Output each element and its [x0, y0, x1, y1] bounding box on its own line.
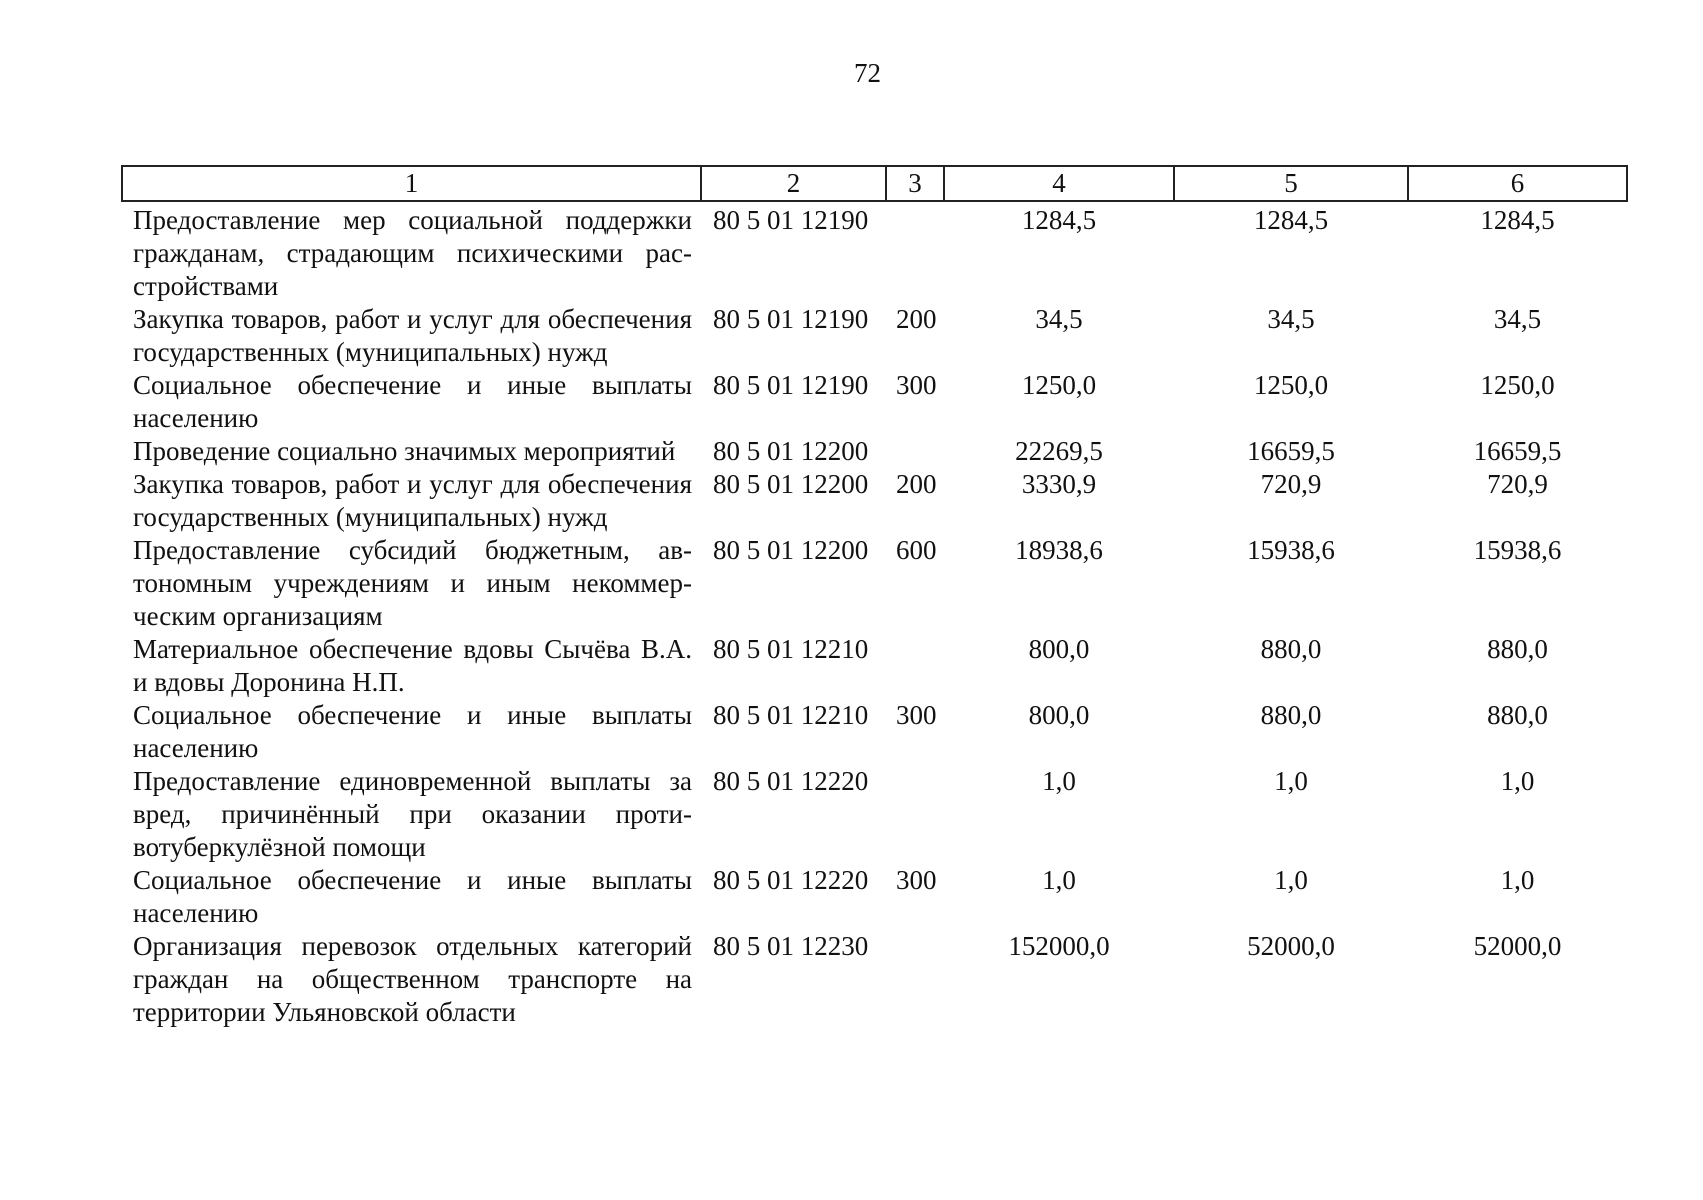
- row-name: Материальное обеспечение вдовы Сычёва В.А. и вдовы Доронина Н.П.: [133, 634, 692, 697]
- row-name: Социальное обеспечение и иные выплаты населению: [133, 865, 692, 928]
- row-value-col4: 34,5: [1035, 304, 1083, 334]
- row-expense-type: [886, 930, 944, 1029]
- table-row: [122, 699, 1627, 765]
- table-row: [122, 864, 1627, 930]
- row-name: Предоставление мер социальной поддержки гражданам, страдающим психическими расстройствами: [133, 205, 692, 301]
- row-value-col5: 1,0: [1274, 766, 1308, 796]
- table-row: [122, 534, 1627, 633]
- table-row: [122, 930, 1627, 1029]
- row-name: Организация перевозок отдельных категорий граждан на общественном транспорте на территории Ульяновской области: [133, 931, 692, 1027]
- header-col-6: 6: [1408, 166, 1627, 201]
- row-value-col6: 880,0: [1487, 634, 1548, 664]
- row-value-col6: 720,9: [1487, 469, 1548, 499]
- row-value-col5: 1284,5: [1253, 205, 1329, 235]
- row-expense-type: 300: [896, 865, 937, 895]
- row-expense-type: [886, 765, 944, 864]
- row-value-col4: 3330,9: [1021, 469, 1097, 499]
- page-number: 72: [854, 58, 881, 88]
- row-code: 80 5 01 12190: [713, 370, 869, 400]
- row-name: Закупка товаров, работ и услуг для обеспечения государственных (муниципальных) нужд: [133, 304, 692, 367]
- row-value-col6: 1,0: [1500, 865, 1535, 895]
- row-value-col5: 16659,5: [1247, 436, 1335, 466]
- row-value-col6: 1,0: [1500, 766, 1535, 796]
- row-name: Социальное обеспечение и иные выплаты населению: [133, 700, 692, 763]
- row-value-col5: 1250,0: [1253, 370, 1329, 400]
- row-value-col6: 34,5: [1493, 304, 1542, 334]
- table-row: [122, 435, 1627, 468]
- table-row: [122, 765, 1627, 864]
- row-value-col4: 1,0: [1042, 865, 1076, 895]
- row-name: Социальное обеспечение и иные выплаты населению: [133, 370, 692, 433]
- header-col-1: 1: [122, 166, 701, 201]
- row-value-col6: 1284,5: [1480, 205, 1555, 235]
- row-expense-type: 300: [896, 370, 937, 400]
- row-name: Предоставление единовременной выплаты за вред, причинённый при оказании противотуберкулёзной помощи: [133, 766, 692, 862]
- row-value-col4: 800,0: [1028, 634, 1090, 664]
- row-value-col5: 52000,0: [1247, 931, 1335, 961]
- row-expense-type: [886, 201, 944, 303]
- row-expense-type: 200: [896, 469, 937, 499]
- header-row: [122, 166, 1627, 201]
- row-code: 80 5 01 12230: [713, 931, 869, 961]
- budget-table: [121, 165, 1628, 1029]
- row-value-col4: 1250,0: [1021, 370, 1097, 400]
- table-row: [122, 468, 1627, 534]
- row-code: 80 5 01 12200: [713, 469, 869, 499]
- row-code: 80 5 01 12220: [713, 865, 869, 895]
- row-code: 80 5 01 12190: [713, 205, 869, 235]
- row-code: 80 5 01 12200: [713, 436, 869, 466]
- row-expense-type: 300: [896, 700, 937, 730]
- table-header: [122, 166, 1627, 201]
- row-expense-type: 200: [896, 304, 937, 334]
- row-value-col4: 1284,5: [1021, 205, 1097, 235]
- row-value-col6: 16659,5: [1473, 436, 1562, 466]
- row-value-col4: 18938,6: [1015, 535, 1103, 565]
- row-code: 80 5 01 12210: [713, 634, 869, 664]
- row-expense-type: [886, 633, 944, 699]
- row-value-col5: 880,0: [1260, 700, 1322, 730]
- row-value-col4: 152000,0: [1008, 931, 1110, 961]
- row-name: Проведение социально значимых мероприятий: [133, 436, 676, 466]
- row-name: Предоставление субсидий бюджетным, автономным учреждениям и иным некоммерческим организациям: [133, 535, 692, 631]
- row-code: 80 5 01 12220: [713, 766, 869, 796]
- row-value-col6: 52000,0: [1473, 931, 1562, 961]
- header-col-4: 4: [944, 166, 1174, 201]
- table-body: [122, 201, 1627, 1029]
- row-code: 80 5 01 12200: [713, 535, 869, 565]
- row-value-col5: 15938,6: [1247, 535, 1335, 565]
- header-col-3: 3: [886, 166, 944, 201]
- row-value-col4: 22269,5: [1015, 436, 1103, 466]
- table-row: [122, 369, 1627, 435]
- header-col-2: 2: [701, 166, 886, 201]
- row-value-col6: 15938,6: [1473, 535, 1562, 565]
- row-value-col4: 800,0: [1028, 700, 1090, 730]
- table-row: [122, 303, 1627, 369]
- row-code: 80 5 01 12210: [713, 700, 869, 730]
- row-value-col5: 1,0: [1274, 865, 1308, 895]
- row-expense-type: 600: [896, 535, 937, 565]
- row-expense-type: [886, 435, 944, 468]
- header-col-5: 5: [1174, 166, 1408, 201]
- row-code: 80 5 01 12190: [713, 304, 869, 334]
- row-value-col5: 34,5: [1267, 304, 1315, 334]
- row-value-col6: 1250,0: [1480, 370, 1555, 400]
- table-row: [122, 201, 1627, 303]
- row-value-col4: 1,0: [1042, 766, 1076, 796]
- row-value-col6: 880,0: [1487, 700, 1548, 730]
- table-row: [122, 633, 1627, 699]
- row-value-col5: 880,0: [1260, 634, 1322, 664]
- row-name: Закупка товаров, работ и услуг для обеспечения государственных (муниципальных) нужд: [133, 469, 692, 532]
- row-value-col5: 720,9: [1260, 469, 1322, 499]
